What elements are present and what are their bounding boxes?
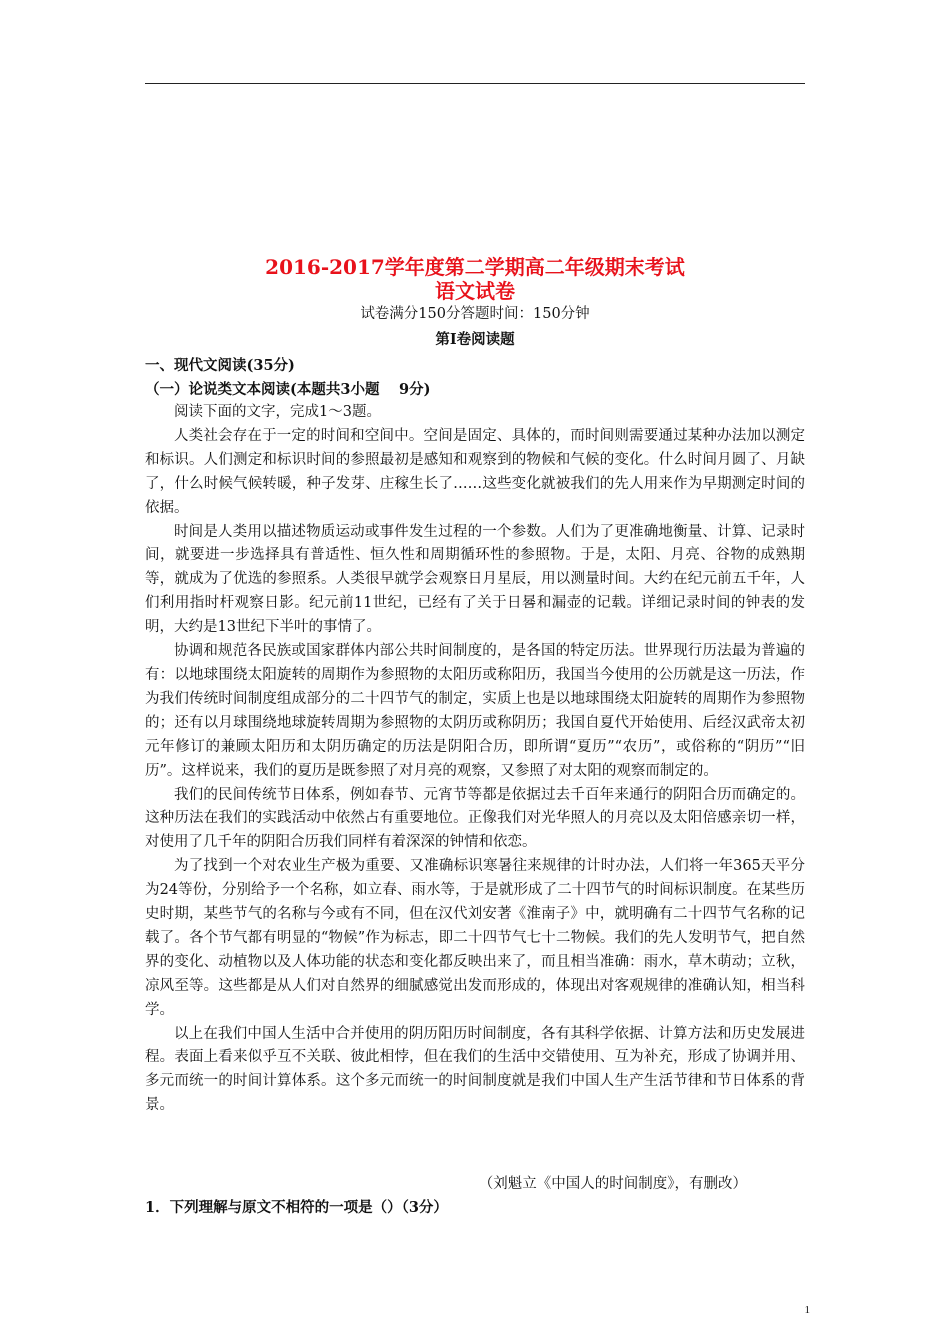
exam-title: 2016-2017学年度第二学期高二年级期末考试 — [265, 255, 685, 279]
page-number: 1 — [804, 1304, 810, 1316]
reading-passage — [145, 401, 805, 1118]
instruction-paragraph: 阅读下面的文字，完成1～3题。 — [174, 404, 381, 420]
exam-info: 试卷满分150分答题时间：150分钟 — [360, 306, 590, 322]
exam-subject-title: 语文试卷 — [435, 279, 515, 303]
passage-paragraph: 我们的民间传统节日体系，例如春节、元宵节等都是依据过去千百年来通行的阴阳合历而确定的。这种历法在我们的实践活动中依然占有重要地位。正像我们对光华照人的月亮以及太阳倍感亲切一样，对使用了几千年的阴阳合历我们同样有着深深的钟情和依恋。 — [145, 786, 805, 851]
passage-paragraph: 协调和规范各民族或国家群体内部公共时间制度的，是各国的特定历法。世界现行历法最为普遍的有：以地球围绕太阳旋转的周期作为参照物的太阳历或称阳历，我国当今使用的公历就是这一历法，作为我们传统时间制度组成部分的二十四节气的制定，实质上也是以地球围绕太阳旋转的周期作为参照物的；还有以月球围绕地球旋转周期为参照物的太阴历或称阴历；我国自夏代开始使用、后经汉武帝太初元年修订的兼顾太阳历和太阴历确定的历法是阴阳合历，即所谓“夏历”“农历”，或俗称的“阴历”“旧历”。这样说来，我们的夏历是既参照了对月亮的观察，又参照了对太阳的观察而制定的。 — [145, 643, 805, 779]
section-heading: 一、现代文阅读(35分) — [145, 357, 295, 374]
passage-paragraph: 以上在我们中国人生活中合并使用的阴历阳历时间制度，各有其科学依据、计算方法和历史发展进程。表面上看来似乎互不关联、彼此相悖，但在我们的生活中交错使用、互为补充，形成了协调并用、多元而统一的时间计算体系。这个多元而统一的时间制度就是我们中国人生产生活节律和节日体系的背景。 — [145, 1025, 805, 1114]
passage-paragraph: 人类社会存在于一定的时间和空间中。空间是固定、具体的，而时间则需要通过某种办法加以测定和标识。人们测定和标识时间的参照最初是感知和观察到的物候和气候的变化。什么时间月圆了、月缺了，什么时候气候转暖，种子发芽、庄稼生长了……这些变化就被我们的先人用来作为早期测定时间的依据。 — [145, 427, 805, 516]
passage-paragraph: 为了找到一个对农业生产极为重要、又准确标识寒暑往来规律的计时办法，人们将一年365天平分为24等份，分别给予一个名称，如立春、雨水等，于是就形成了二十四节气的时间标识制度。在某些历史时期，某些节气的名称与今或有不同，但在汉代刘安著《淮南子》中，就明确有二十四节气名称的记载了。各个节气都有明显的“物候”作为标志，即二十四节气七十二物候。我们的先人发明节气，把自然界的变化、动植物以及人体功能的状态和变化都反映出来了，而且相当准确：雨水，草木萌动；立秋，凉风至等。这些都是从人们对自然界的细腻感觉出发而形成的，体现出对客观规律的准确认知，相当科学。 — [145, 858, 805, 1018]
question-1: 1．下列理解与原文不相符的一项是（）（3分） — [145, 1199, 448, 1216]
subsection-heading: （一）论说类文本阅读(本题共3小题 9分) — [145, 381, 431, 398]
passage-paragraph: 时间是人类用以描述物质运动或事件发生过程的一个参数。人们为了更准确地衡量、计算、记录时间，就要进一步选择具有普适性、恒久性和周期循环性的参照物。于是，太阳、月亮、谷物的成熟期等，就成为了优选的参照系。人类很早就学会观察日月星辰，用以测量时间。大约在纪元前五千年，人们利用指时杆观察日影。纪元前11世纪，已经有了关于日晷和漏壶的记载。详细记录时间的钟表的发明，大约是13世纪下半叶的事情了。 — [145, 523, 805, 636]
header-rule — [145, 83, 805, 84]
passage-source: （刘魁立《中国人的时间制度》，有删改） — [478, 1176, 747, 1192]
volume-heading: 第Ⅰ卷阅读题 — [435, 331, 515, 348]
